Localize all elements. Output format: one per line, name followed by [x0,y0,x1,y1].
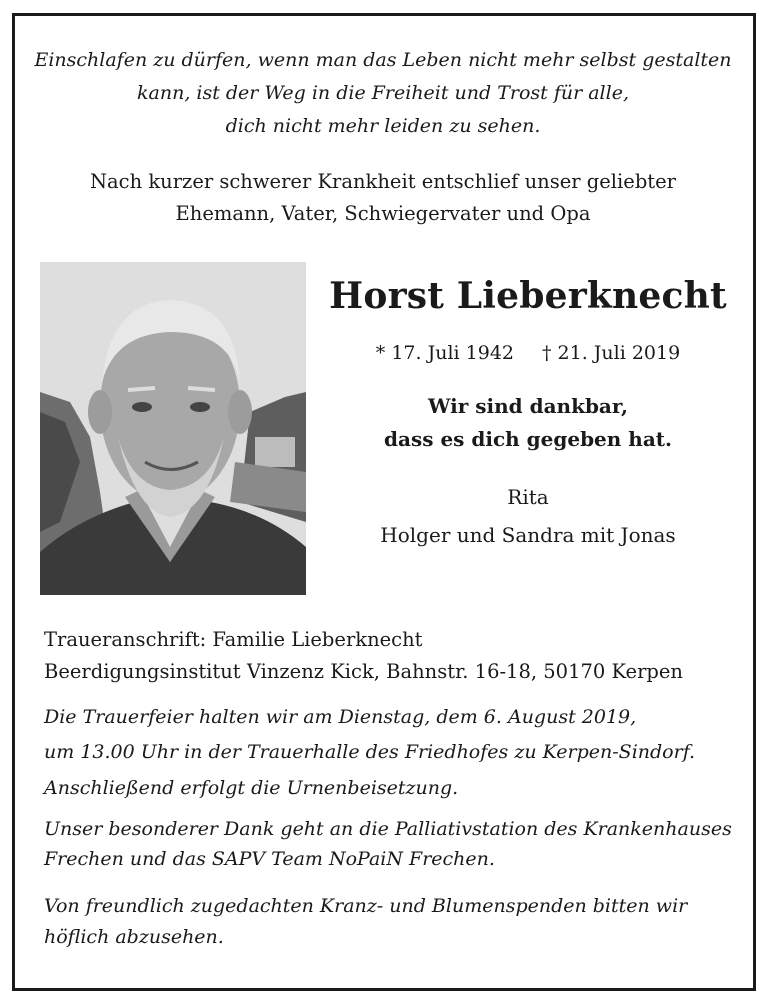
intro-text [15,166,751,230]
deceased-name: Horst Lieberknecht [329,275,727,317]
quote-line: dass es dich gegeben hat. [384,427,672,451]
quote [318,390,738,456]
portrait-photo [40,262,306,595]
family-line: Rita [507,485,549,509]
motto-line: kann, ist der Weg in die Freiheit und Trost für alle, [137,82,629,104]
intro-line: Nach kurzer schwerer Krankheit entschlief unser geliebter [89,170,676,193]
ceremony-line: um 13.00 Uhr in der Trauerhalle des Friedhofes zu Kerpen-Sindorf. [44,741,696,763]
motto-line: Einschlafen zu dürfen, wenn man das Leben nicht mehr selbst gestalten [34,49,732,71]
ceremony-line: Anschließend erfolgt die Urnenbeisetzung. [44,777,459,799]
request-line: Von freundlich zugedachten Kranz- und Blumenspenden bitten wir [44,895,688,917]
intro-line: Ehemann, Vater, Schwiegervater und Opa [175,202,591,225]
family-names [318,478,738,554]
quote-line: Wir sind dankbar, [428,394,628,418]
address-line: Beerdigungsinstitut Vinzenz Kick, Bahnstr. 16-18, 50170 Kerpen [44,660,683,683]
motto [15,44,751,143]
family-line: Holger und Sandra mit Jonas [380,523,676,547]
motto-line: dich nicht mehr leiden zu sehen. [225,115,541,137]
birth-date: * 17. Juli 1942 [375,342,514,364]
thanks-line: Unser besonderer Dank geht an die Palliativstation des Krankenhauses [44,818,732,840]
address-line: Traueranschrift: Familie Lieberknecht [44,628,423,651]
thanks-line: Frechen und das SAPV Team NoPaiN Frechen. [44,848,495,870]
death-date: † 21. Juli 2019 [542,342,681,364]
life-dates [318,339,738,367]
request-line: höflich abzusehen. [44,926,224,948]
ceremony-line: Die Trauerfeier halten wir am Dienstag, dem 6. August 2019, [44,706,637,728]
